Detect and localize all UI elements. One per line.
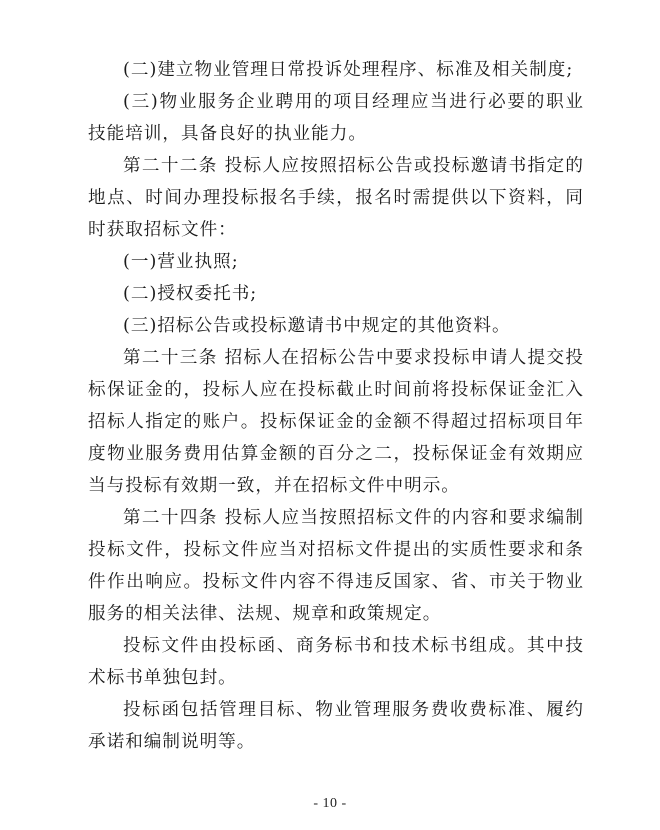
paragraph-manager-training: (三)物业服务企业聘用的项目经理应当进行必要的职业技能培训，具备良好的执业能力。 — [88, 92, 584, 144]
article-24: 第二十四条 投标人应当按照招标文件的内容和要求编制投标文件，投标文件应当对招标文件提出的实质性要求和条件作出响应。投标文件内容不得违反国家、省、市关于物业服务的相关法律、法规、规章和政策规定。 — [88, 508, 584, 624]
paragraph-complaint-procedure: (二)建立物业管理日常投诉处理程序、标准及相关制度; — [123, 60, 574, 80]
paragraph-bid-letter-contents: 投标函包括管理目标、物业管理服务费收费标准、履约承诺和编制说明等。 — [88, 700, 584, 752]
page-number: - 10 - — [313, 796, 347, 811]
document-body — [88, 54, 584, 758]
article-22: 第二十二条 投标人应按照招标公告或投标邀请书指定的地点、时间办理投标报名手续，报名时需提供以下资料，同时获取招标文件： — [88, 156, 584, 240]
paragraph-bid-composition: 投标文件由投标函、商务标书和技术标书组成。其中技术标书单独包封。 — [88, 636, 584, 688]
article-23: 第二十三条 招标人在招标公告中要求投标申请人提交投标保证金的，投标人应在投标截止时间前将投标保证金汇入招标人指定的账户。投标保证金的金额不得超过招标项目年度物业服务费用估算金额的百分之二，投标保证金有效期应当与投标有效期一致，并在招标文件中明示。 — [88, 348, 584, 496]
article-22-item-license: (一)营业执照; — [123, 252, 239, 272]
article-22-item-authorization: (二)授权委托书; — [123, 284, 258, 304]
article-22-item-other-materials: (三)招标公告或投标邀请书中规定的其他资料。 — [123, 316, 511, 336]
